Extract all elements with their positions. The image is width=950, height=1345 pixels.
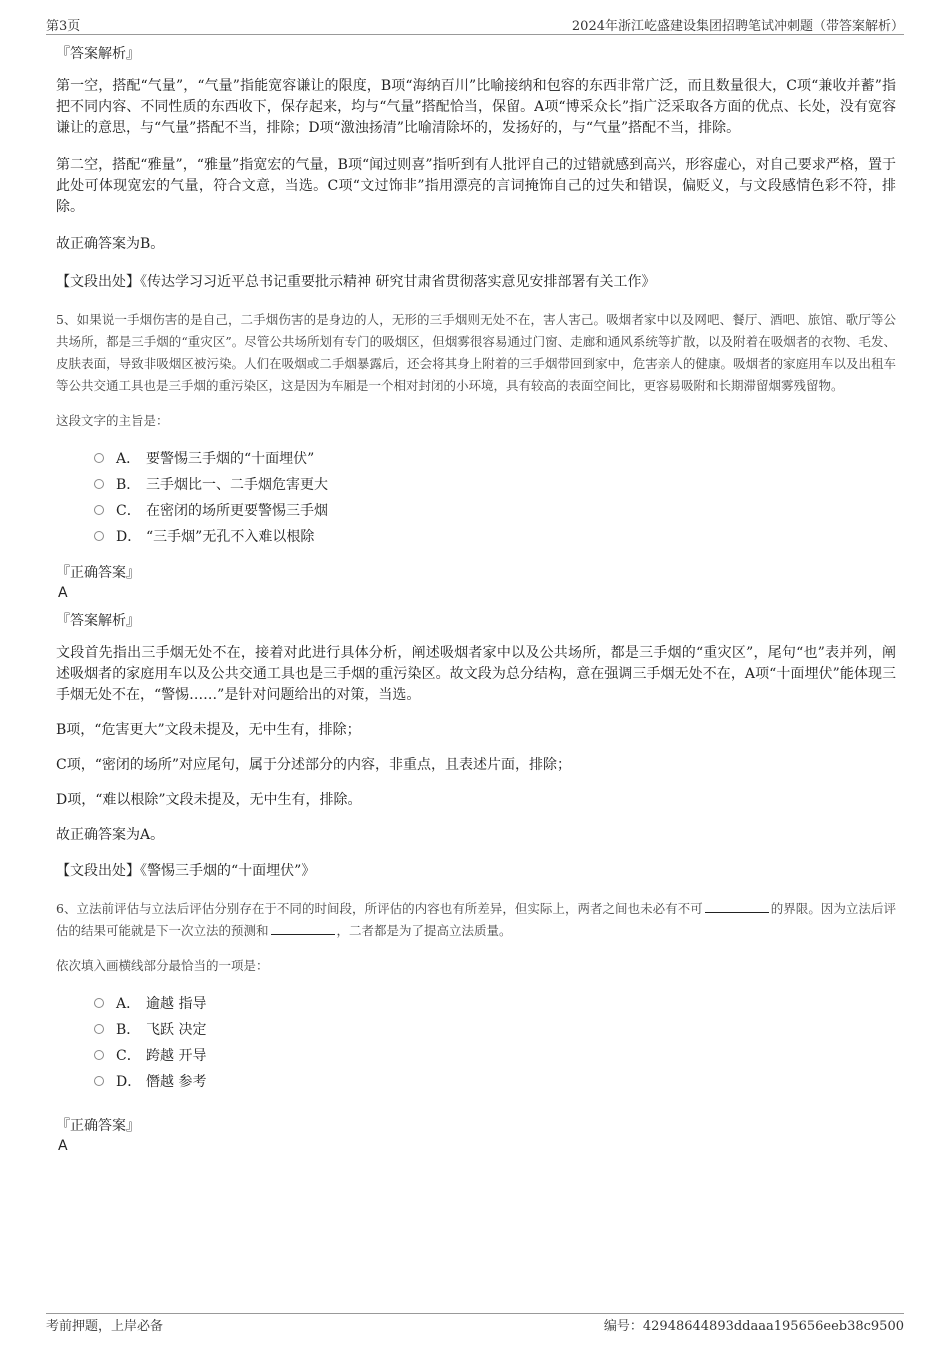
correct-answer: A xyxy=(58,1138,68,1154)
document-id: 编号：42948644893ddaaa195656eeb38c9500 xyxy=(603,1318,904,1334)
page-number: 第3页 xyxy=(46,18,81,34)
option-c[interactable]: C． 跨越 开导 xyxy=(94,1042,896,1068)
radio-icon[interactable] xyxy=(94,453,104,463)
question-5-text: 5、如果说一手烟伤害的是自己，二手烟伤害的是身边的人，无形的三手烟则无处不在，害人害己。吸烟者家中以及网吧、餐厅、酒吧、旅馆、歌厅等公共场所，都是三手烟的“重灾区”。尽管公共场所划有专门的吸烟区，但烟雾很容易通过门窗、走廊和通风系统等扩散，以及附着在吸烟者的衣物、毛发、皮肤表面，导致非吸烟区被污染。人们在吸烟或二手烟暴露后，还会将其身上附着的三手烟带回到家中，危害亲人的健康。吸烟者的家庭用车以及出租车等公共交通工具也是三手烟的重污染区，这是因为车厢是一个相对封闭的小环境，具有较高的表面空间比，更容易吸附和长期滞留烟雾残留物。 xyxy=(56,312,896,393)
correct-answer-tag: 『正确答案』 xyxy=(56,1118,140,1134)
analysis-paragraph: 第一空，搭配“气量”，“气量”指能宽容谦让的限度，B项“海纳百川”比喻接纳和包容的东西非常广泛，而且数量很大，C项“兼收并蓄”指把不同内容、不同性质的东西收下，保存起来，均与“气量”搭配恰当，保留。A项“博采众长”指广泛采取各方面的优点、长处，没有宽容谦让的意思，与“气量”搭配不当，排除；D项“激浊扬清”比喻清除坏的，发扬好的，与“气量”搭配不当，排除。 xyxy=(56,78,896,136)
page-header xyxy=(46,14,904,35)
option-d[interactable]: D． 僭越 参考 xyxy=(94,1068,896,1094)
source-citation: 【文段出处】《警惕三手烟的“十面埋伏”》 xyxy=(56,863,316,879)
radio-icon[interactable] xyxy=(94,998,104,1008)
radio-icon[interactable] xyxy=(94,1076,104,1086)
radio-icon[interactable] xyxy=(94,1024,104,1034)
footer-slogan: 考前押题，上岸必备 xyxy=(46,1318,164,1334)
analysis-tag: 『答案解析』 xyxy=(56,46,140,62)
option-a[interactable]: A． 逾越 指导 xyxy=(94,990,896,1016)
question-6-text: 6、立法前评估与立法后评估分别存在于不同的时间段，所评估的内容也有所差异，但实际上，两者之间也未必有不可 的界限。因为立法后评估的结果可能就是下一次立法的预测和 ，二者都是为了提高立法质量。 xyxy=(56,901,896,938)
question-6-options xyxy=(94,990,896,1094)
document-title: 2024年浙江屹盛建设集团招聘笔试冲刺题（带答案解析） xyxy=(571,18,904,34)
analysis-paragraph: D项，“难以根除”文段未提及，无中生有，排除。 xyxy=(56,792,362,808)
fill-blank xyxy=(271,922,335,935)
source-citation: 【文段出处】《传达学习习近平总书记重要批示精神 研究甘肃省贯彻落实意见安排部署有关工作》 xyxy=(56,274,656,290)
option-d[interactable]: D． “三手烟”无孔不入难以根除 xyxy=(94,523,896,549)
analysis-paragraph: 文段首先指出三手烟无处不在，接着对此进行具体分析，阐述吸烟者家中以及公共场所，都是三手烟的“重灾区”，尾句“也”表并列，阐述吸烟者的家庭用车以及公共交通工具也是三手烟的重污染区。故文段为总分结构，意在强调三手烟无处不在，A项“十面埋伏”能体现三手烟无处不在，“警惕……”是针对问题给出的对策，当选。 xyxy=(56,645,896,703)
radio-icon[interactable] xyxy=(94,531,104,541)
option-b[interactable]: B． 三手烟比一、二手烟危害更大 xyxy=(94,471,896,497)
analysis-paragraph: C项，“密闭的场所”对应尾句，属于分述部分的内容，非重点，且表述片面，排除； xyxy=(56,757,572,773)
answer-conclusion: 故正确答案为B。 xyxy=(56,236,165,252)
analysis-paragraph: 第二空，搭配“雅量”，“雅量”指宽宏的气量，B项“闻过则喜”指听到有人批评自己的过错就感到高兴，形容虚心，对自己要求严格，置于此处可体现宽宏的气量，符合文意，当选。C项“文过饰非”指用漂亮的言词掩饰自己的过失和错误，偏贬义，与文段感情色彩不符，排除。 xyxy=(56,157,896,215)
question-5-options xyxy=(94,445,896,549)
fill-blank xyxy=(705,900,769,913)
option-a[interactable]: A． 要警惕三手烟的“十面埋伏” xyxy=(94,445,896,471)
correct-answer-tag: 『正确答案』 xyxy=(56,565,140,581)
option-c[interactable]: C． 在密闭的场所更要警惕三手烟 xyxy=(94,497,896,523)
question-6-stem: 依次填入画横线部分最恰当的一项是： xyxy=(56,958,269,973)
radio-icon[interactable] xyxy=(94,1050,104,1060)
radio-icon[interactable] xyxy=(94,479,104,489)
analysis-tag: 『答案解析』 xyxy=(56,613,140,629)
answer-conclusion: 故正确答案为A。 xyxy=(56,827,165,843)
analysis-paragraph: B项，“危害更大”文段未提及，无中生有，排除； xyxy=(56,722,361,738)
option-b[interactable]: B． 飞跃 决定 xyxy=(94,1016,896,1042)
correct-answer: A xyxy=(58,585,68,601)
radio-icon[interactable] xyxy=(94,505,104,515)
page-footer xyxy=(46,1313,904,1334)
question-5-stem: 这段文字的主旨是： xyxy=(56,413,169,428)
page-content xyxy=(56,44,896,1160)
